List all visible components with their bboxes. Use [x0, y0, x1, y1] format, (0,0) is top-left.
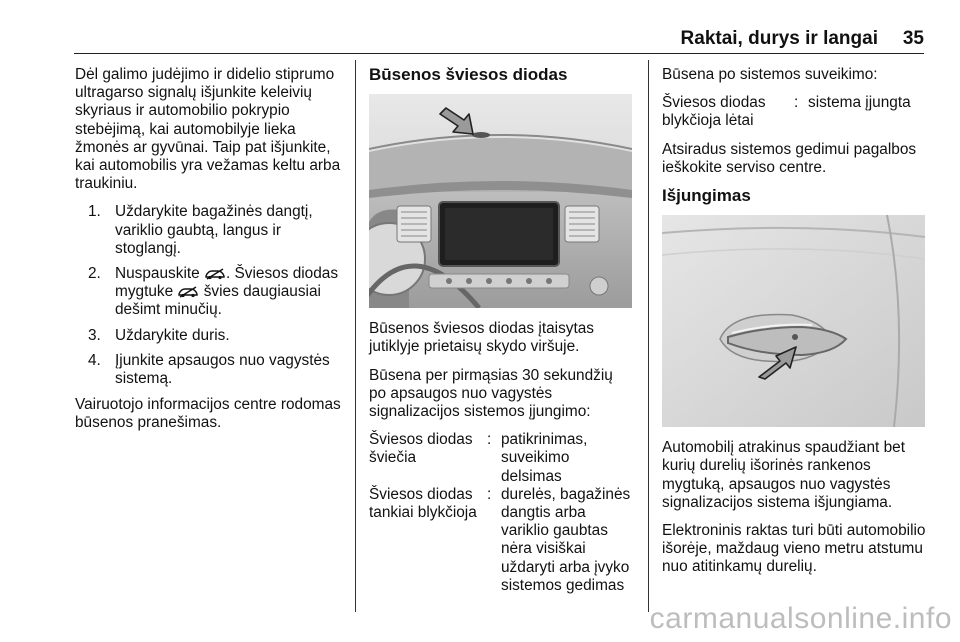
section-heading: Išjungimas: [662, 186, 751, 206]
step-number: 2.: [88, 265, 101, 283]
list-item: [75, 203, 347, 258]
dashboard-drawing: [369, 94, 632, 308]
key-distance-paragraph: Elektroninis raktas turi būti automobilio išorėje, maždaug vieno metru atstumu nuo atitinkamų durelių.: [662, 522, 926, 576]
status-desc: sistema įjungta: [808, 94, 911, 112]
step-text: Uždarykite duris.: [115, 326, 230, 344]
step-text: Uždarykite bagažinės dangtį, variklio gaubtą, langus ir stoglangį.: [115, 203, 313, 257]
fault-paragraph: Atsiradus sistemos gedimui pagalbos ieškokite serviso centre.: [662, 140, 917, 176]
list-item: [75, 265, 347, 320]
door-handle-illustration: [662, 215, 925, 427]
step-text: Įjunkite apsaugos nuo vagystės sistemą.: [115, 351, 330, 388]
page-header: [0, 0, 960, 56]
door-handle-drawing: [662, 215, 925, 427]
page-number: 35: [902, 28, 924, 49]
step-text-post: švies daugiausiai dešimt minučių.: [115, 283, 321, 319]
column-1: [75, 66, 347, 443]
step-text-mid: . Šviesos diodas mygtuke: [115, 265, 339, 301]
column-3: [662, 66, 926, 587]
step-number: 4.: [88, 351, 101, 369]
outro-paragraph: Vairuotojo informacijos centre rodomas būsenos pranešimas.: [75, 396, 341, 432]
status-term: Šviesos diodas tankiai blykčioja: [369, 485, 477, 522]
step-text-pre: Nuspauskite: [115, 265, 200, 283]
figure-caption: Būsenos šviesos diodas įtaisytas jutiklyje prietaisų skydo viršuje.: [369, 320, 594, 356]
intro-paragraph: Dėl galimo judėjimo ir didelio stiprumo ultragarso signalų išjunkite keleivių skyriaus ir automobilio pokrypio stebėjimą, kai automobilyje lieka žmonės ar gyvūnai. Taip pat išjunkite, kai automobilis yra vežamas keltu arba traukiniu.: [75, 66, 341, 193]
status-colon: :: [487, 485, 492, 503]
status-intro: Būsena per pirmąsias 30 sekundžių po apsaugos nuo vagystės signalizacijos sistemos įjungimo:: [369, 366, 613, 421]
list-item: [75, 352, 347, 388]
column-divider-1: [355, 60, 356, 612]
section-heading: Būsenos šviesos diodas: [369, 65, 568, 84]
status-desc: durelės, bagažinės dangtis arba variklio gaubtas nėra visiškai uždaryti arba įvyko sistemos gedimas: [501, 485, 631, 594]
header-divider: [74, 53, 924, 54]
status-colon: :: [487, 431, 492, 449]
column-2: [369, 66, 633, 597]
list-item: [75, 327, 347, 345]
section-title: Raktai, durys ir langai: [680, 28, 878, 49]
step-number: 3.: [88, 326, 101, 344]
status-desc: patikrinimas, suveikimo delsimas: [501, 431, 588, 485]
watermark: carmanualsonline.info: [649, 602, 952, 635]
dashboard-illustration: [369, 94, 632, 308]
status-table: [662, 94, 926, 130]
column-divider-2: [648, 60, 649, 612]
car-sensor-off-icon: [204, 268, 226, 280]
disarm-paragraph: Automobilį atrakinus spaudžiant bet kurių durelių išorinės rankenos mygtuką, apsaugos nuo vagystės signalizacijos sistema išjungiama.: [662, 439, 905, 511]
status-colon: :: [794, 94, 799, 112]
status-term: Šviesos diodas blykčioja lėtai: [662, 94, 766, 130]
step-number: 1.: [88, 203, 101, 221]
status-table: [369, 431, 633, 595]
steps-list: [75, 203, 347, 388]
status-term: Šviesos diodas šviečia: [369, 431, 473, 467]
car-sensor-off-icon: [177, 286, 199, 298]
post-activation-intro: Būsena po sistemos suveikimo:: [662, 66, 878, 83]
